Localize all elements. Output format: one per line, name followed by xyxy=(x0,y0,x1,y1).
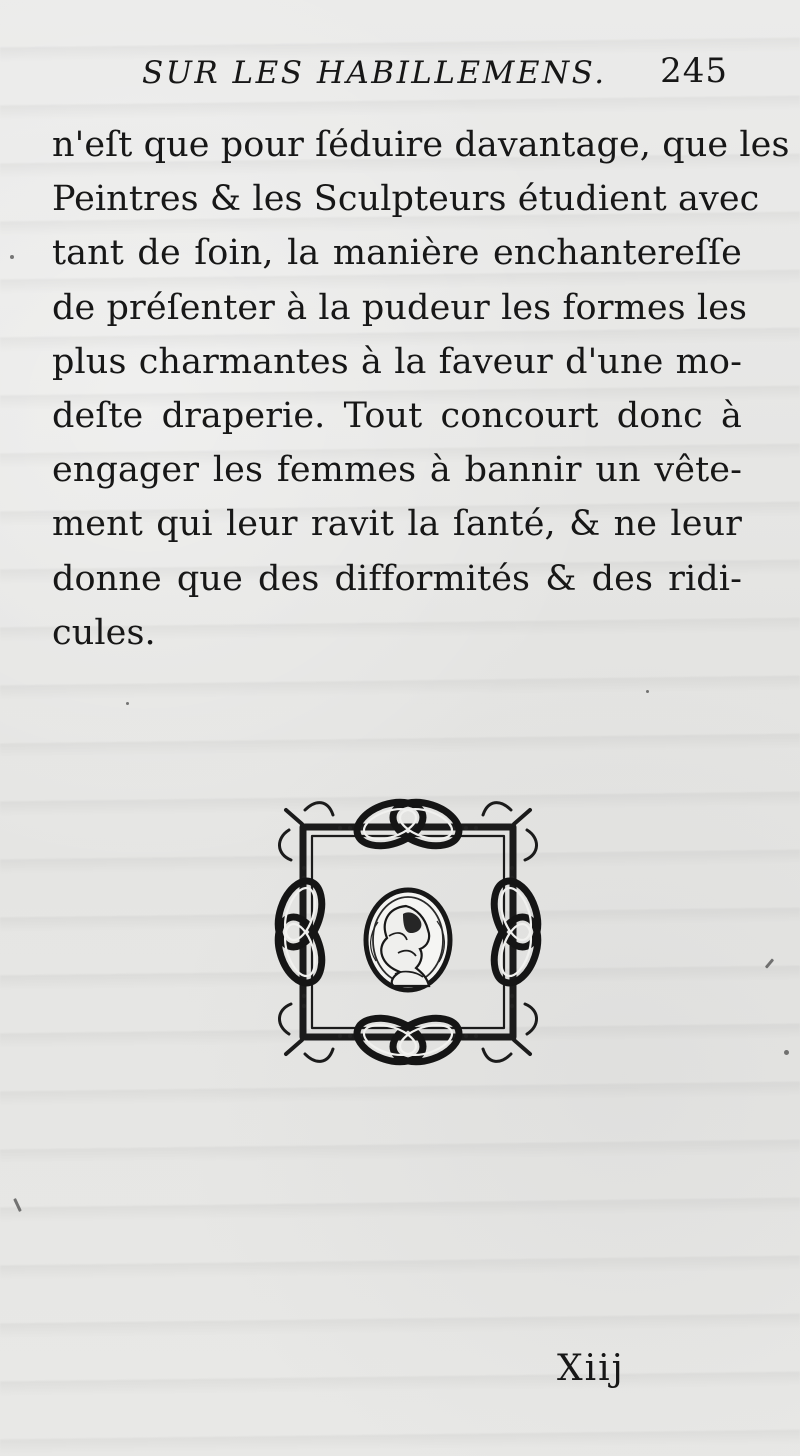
page-header xyxy=(142,48,762,92)
text-line-3: tant de ſoin, la manière enchantereſſe xyxy=(52,233,742,274)
text-line-10: cules. xyxy=(52,612,156,653)
page-number: 245 xyxy=(660,51,728,91)
text-line-6: deſte draperie. Tout concourt donc à xyxy=(52,395,742,436)
paper-speck xyxy=(646,690,649,693)
paper-speck xyxy=(126,702,129,705)
decorative-cameo-ornament xyxy=(258,782,558,1092)
text-line-4: de préſenter à la pudeur les formes les xyxy=(52,287,748,328)
text-line-7: engager les femmes à bannir un vête- xyxy=(52,450,742,491)
text-line-2: Peintres & les Sculpteurs étudient avec xyxy=(52,179,760,220)
body-text xyxy=(52,118,790,660)
printer-signature: Xiij xyxy=(557,1348,625,1389)
paper-speck xyxy=(765,958,774,968)
text-line-5: plus charmantes à la faveur d'une mo- xyxy=(52,341,742,382)
running-head: SUR LES HABILLEMENS. xyxy=(142,55,607,91)
text-line-1: n'eſt que pour ſéduire davantage, que les xyxy=(52,125,790,165)
paper-speck xyxy=(13,1198,22,1212)
text-line-8: ment qui leur ravit la ſanté, & ne leur xyxy=(52,504,742,545)
paper-speck xyxy=(10,255,14,259)
paper-speck xyxy=(784,1050,789,1055)
text-line-9: donne que des difformités & des ridi- xyxy=(52,558,742,599)
